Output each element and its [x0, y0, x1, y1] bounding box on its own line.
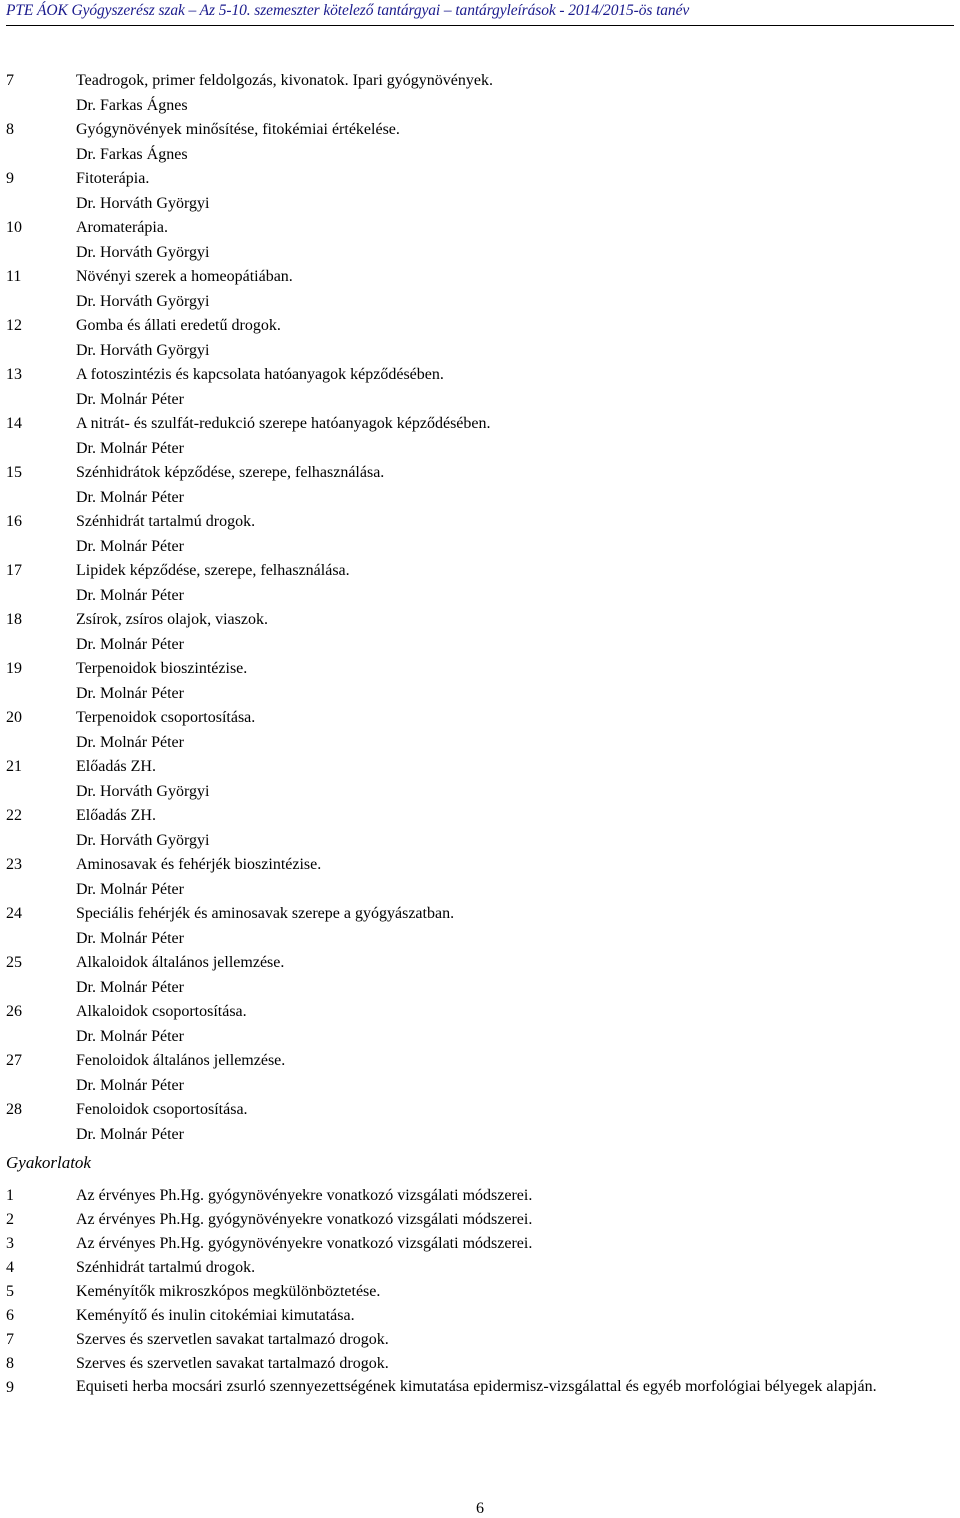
lecture-title-row: [6, 804, 956, 829]
lecture-title-row: [6, 706, 956, 731]
practical-title: Szerves és szervetlen savakat tartalmazó drogok.: [76, 1331, 389, 1348]
practical-number: 3: [6, 1235, 14, 1252]
lecture-instructor: Dr. Farkas Ágnes: [76, 96, 188, 114]
practical-item: [6, 1328, 958, 1352]
lecture-item: [6, 412, 956, 461]
lecture-instructor: Dr. Horváth Györgyi: [76, 831, 210, 849]
lecture-instructor: Dr. Horváth Györgyi: [76, 341, 210, 359]
lecture-title-row: [6, 755, 956, 780]
lecture-title: Aminosavak és fehérjék bioszintézise.: [76, 856, 322, 873]
lecture-title: Speciális fehérjék és aminosavak szerepe a gyógyászatban.: [76, 905, 455, 922]
practical-title: Keményítők mikroszkópos megkülönböztetése.: [76, 1283, 381, 1300]
lecture-instructor: Dr. Molnár Péter: [76, 635, 184, 653]
lecture-title-row: [6, 461, 956, 486]
lecture-title-row: [6, 118, 956, 143]
practical-number: 9: [6, 1379, 14, 1396]
lecture-item: [6, 853, 956, 902]
lecture-item: [6, 951, 956, 1000]
practical-title: Equiseti herba mocsári zsurló szennyezettségének kimutatása epidermisz-vizsgálattal és egyéb morfológiai bélyegek alapján.: [76, 1378, 877, 1395]
lecture-item: [6, 265, 956, 314]
lecture-item: [6, 461, 956, 510]
lecture-number: 17: [6, 562, 22, 579]
lecture-title: Fenoloidok általános jellemzése.: [76, 1052, 286, 1069]
lecture-title-row: [6, 1098, 956, 1123]
lecture-instructor: Dr. Molnár Péter: [76, 1027, 184, 1045]
lecture-number: 22: [6, 807, 22, 824]
lecture-title: Előadás ZH.: [76, 807, 156, 824]
practical-list: [6, 1184, 958, 1400]
lecture-title-row: [6, 1000, 956, 1025]
lecture-item: [6, 216, 956, 265]
practical-number: 1: [6, 1187, 14, 1204]
lecture-title: A nitrát- és szulfát-redukció szerepe hatóanyagok képződésében.: [76, 415, 491, 432]
lecture-number: 23: [6, 856, 22, 873]
lecture-title: Fenoloidok csoportosítása.: [76, 1101, 248, 1118]
lecture-title-row: [6, 412, 956, 437]
practical-title: Szénhidrát tartalmú drogok.: [76, 1259, 256, 1276]
page-number: 6: [476, 1500, 484, 1517]
lecture-number: 24: [6, 905, 22, 922]
practical-number: 2: [6, 1211, 14, 1228]
lecture-number: 20: [6, 709, 22, 726]
lecture-item: [6, 1049, 956, 1098]
lecture-title-row: [6, 951, 956, 976]
lecture-title: Terpenoidok bioszintézise.: [76, 660, 248, 677]
lecture-title: Terpenoidok csoportosítása.: [76, 709, 256, 726]
lecture-title-row: [6, 510, 956, 535]
lecture-number: 9: [6, 170, 14, 187]
lecture-number: 13: [6, 366, 22, 383]
lecture-item: [6, 167, 956, 216]
lecture-title-row: [6, 314, 956, 339]
lecture-title: Fitoterápia.: [76, 170, 150, 187]
lecture-item: [6, 902, 956, 951]
lecture-item: [6, 1098, 956, 1147]
practical-title: Keményítő és inulin citokémiai kimutatása.: [76, 1307, 355, 1324]
practical-title: Szerves és szervetlen savakat tartalmazó drogok.: [76, 1355, 389, 1372]
lecture-number: 16: [6, 513, 22, 530]
lecture-item: [6, 69, 956, 118]
lecture-instructor: Dr. Horváth Györgyi: [76, 782, 210, 800]
practical-item: [6, 1280, 958, 1304]
lecture-title-row: [6, 216, 956, 241]
lecture-instructor: Dr. Molnár Péter: [76, 439, 184, 457]
lecture-number: 28: [6, 1101, 22, 1118]
lecture-title: Gyógynövények minősítése, fitokémiai értékelése.: [76, 121, 400, 138]
lecture-title-row: [6, 1049, 956, 1074]
lecture-title: Alkaloidok általános jellemzése.: [76, 954, 285, 971]
lecture-title-row: [6, 363, 956, 388]
lecture-item: [6, 510, 956, 559]
lecture-title-row: [6, 853, 956, 878]
lecture-instructor: Dr. Molnár Péter: [76, 978, 184, 996]
lecture-instructor: Dr. Molnár Péter: [76, 586, 184, 604]
lecture-instructor: Dr. Horváth Györgyi: [76, 194, 210, 212]
lecture-instructor: Dr. Molnár Péter: [76, 1125, 184, 1143]
lecture-title: Zsírok, zsíros olajok, viaszok.: [76, 611, 268, 628]
lecture-instructor: Dr. Horváth Györgyi: [76, 243, 210, 261]
lecture-instructor: Dr. Molnár Péter: [76, 684, 184, 702]
practical-title: Az érvényes Ph.Hg. gyógynövényekre vonatkozó vizsgálati módszerei.: [76, 1235, 533, 1252]
lecture-title: Gomba és állati eredetű drogok.: [76, 317, 281, 334]
lecture-instructor: Dr. Molnár Péter: [76, 488, 184, 506]
lecture-item: [6, 314, 956, 363]
lecture-title-row: [6, 902, 956, 927]
practical-item: [6, 1352, 958, 1376]
lecture-title: Teadrogok, primer feldolgozás, kivonatok. Ipari gyógynövények.: [76, 72, 493, 89]
lecture-number: 25: [6, 954, 22, 971]
page-header: PTE ÁOK Gyógyszerész szak – Az 5-10. szemeszter kötelező tantárgyai – tantárgyleírások - 2014/2015-ös tanév: [6, 2, 690, 19]
practical-number: 6: [6, 1307, 14, 1324]
lecture-number: 18: [6, 611, 22, 628]
lecture-title: Aromaterápia.: [76, 219, 168, 236]
lecture-number: 21: [6, 758, 22, 775]
lecture-title-row: [6, 167, 956, 192]
practical-item: [6, 1256, 958, 1280]
lecture-item: [6, 804, 956, 853]
practical-item: [6, 1184, 958, 1208]
lecture-item: [6, 706, 956, 755]
lecture-number: 7: [6, 72, 14, 89]
practical-title: Az érvényes Ph.Hg. gyógynövényekre vonatkozó vizsgálati módszerei.: [76, 1187, 533, 1204]
header-divider: [6, 25, 954, 26]
lecture-instructor: Dr. Molnár Péter: [76, 390, 184, 408]
practical-item: [6, 1376, 958, 1400]
practical-item: [6, 1304, 958, 1328]
lecture-number: 26: [6, 1003, 22, 1020]
lecture-instructor: Dr. Horváth Györgyi: [76, 292, 210, 310]
lecture-number: 12: [6, 317, 22, 334]
lecture-title: Növényi szerek a homeopátiában.: [76, 268, 293, 285]
practical-title: Az érvényes Ph.Hg. gyógynövényekre vonatkozó vizsgálati módszerei.: [76, 1211, 533, 1228]
lecture-instructor: Dr. Molnár Péter: [76, 733, 184, 751]
lecture-instructor: Dr. Molnár Péter: [76, 880, 184, 898]
practical-number: 7: [6, 1331, 14, 1348]
lecture-title: Szénhidrát tartalmú drogok.: [76, 513, 256, 530]
lecture-title: Szénhidrátok képződése, szerepe, felhasználása.: [76, 464, 385, 481]
lecture-number: 27: [6, 1052, 22, 1069]
lecture-instructor: Dr. Farkas Ágnes: [76, 145, 188, 163]
lecture-instructor: Dr. Molnár Péter: [76, 537, 184, 555]
lecture-number: 15: [6, 464, 22, 481]
practical-item: [6, 1232, 958, 1256]
lecture-number: 10: [6, 219, 22, 236]
lecture-number: 8: [6, 121, 14, 138]
practicals-heading: Gyakorlatok: [6, 1153, 91, 1172]
lecture-number: 19: [6, 660, 22, 677]
lecture-instructor: Dr. Molnár Péter: [76, 1076, 184, 1094]
lecture-item: [6, 608, 956, 657]
practical-number: 8: [6, 1355, 14, 1372]
lecture-title: A fotoszintézis és kapcsolata hatóanyagok képződésében.: [76, 366, 444, 383]
lecture-item: [6, 363, 956, 412]
lecture-number: 11: [6, 268, 22, 285]
lecture-item: [6, 118, 956, 167]
practical-item: [6, 1208, 958, 1232]
lecture-title: Lipidek képződése, szerepe, felhasználása.: [76, 562, 350, 579]
lecture-item: [6, 657, 956, 706]
lecture-title-row: [6, 559, 956, 584]
lecture-title-row: [6, 69, 956, 94]
lecture-title-row: [6, 608, 956, 633]
lecture-item: [6, 755, 956, 804]
lecture-title-row: [6, 265, 956, 290]
lecture-title-row: [6, 657, 956, 682]
lecture-item: [6, 559, 956, 608]
lecture-instructor: Dr. Molnár Péter: [76, 929, 184, 947]
practical-number: 4: [6, 1259, 14, 1276]
lecture-number: 14: [6, 415, 22, 432]
practical-number: 5: [6, 1283, 14, 1300]
lecture-title: Alkaloidok csoportosítása.: [76, 1003, 247, 1020]
lecture-list: [6, 69, 956, 1147]
lecture-title: Előadás ZH.: [76, 758, 156, 775]
lecture-item: [6, 1000, 956, 1049]
